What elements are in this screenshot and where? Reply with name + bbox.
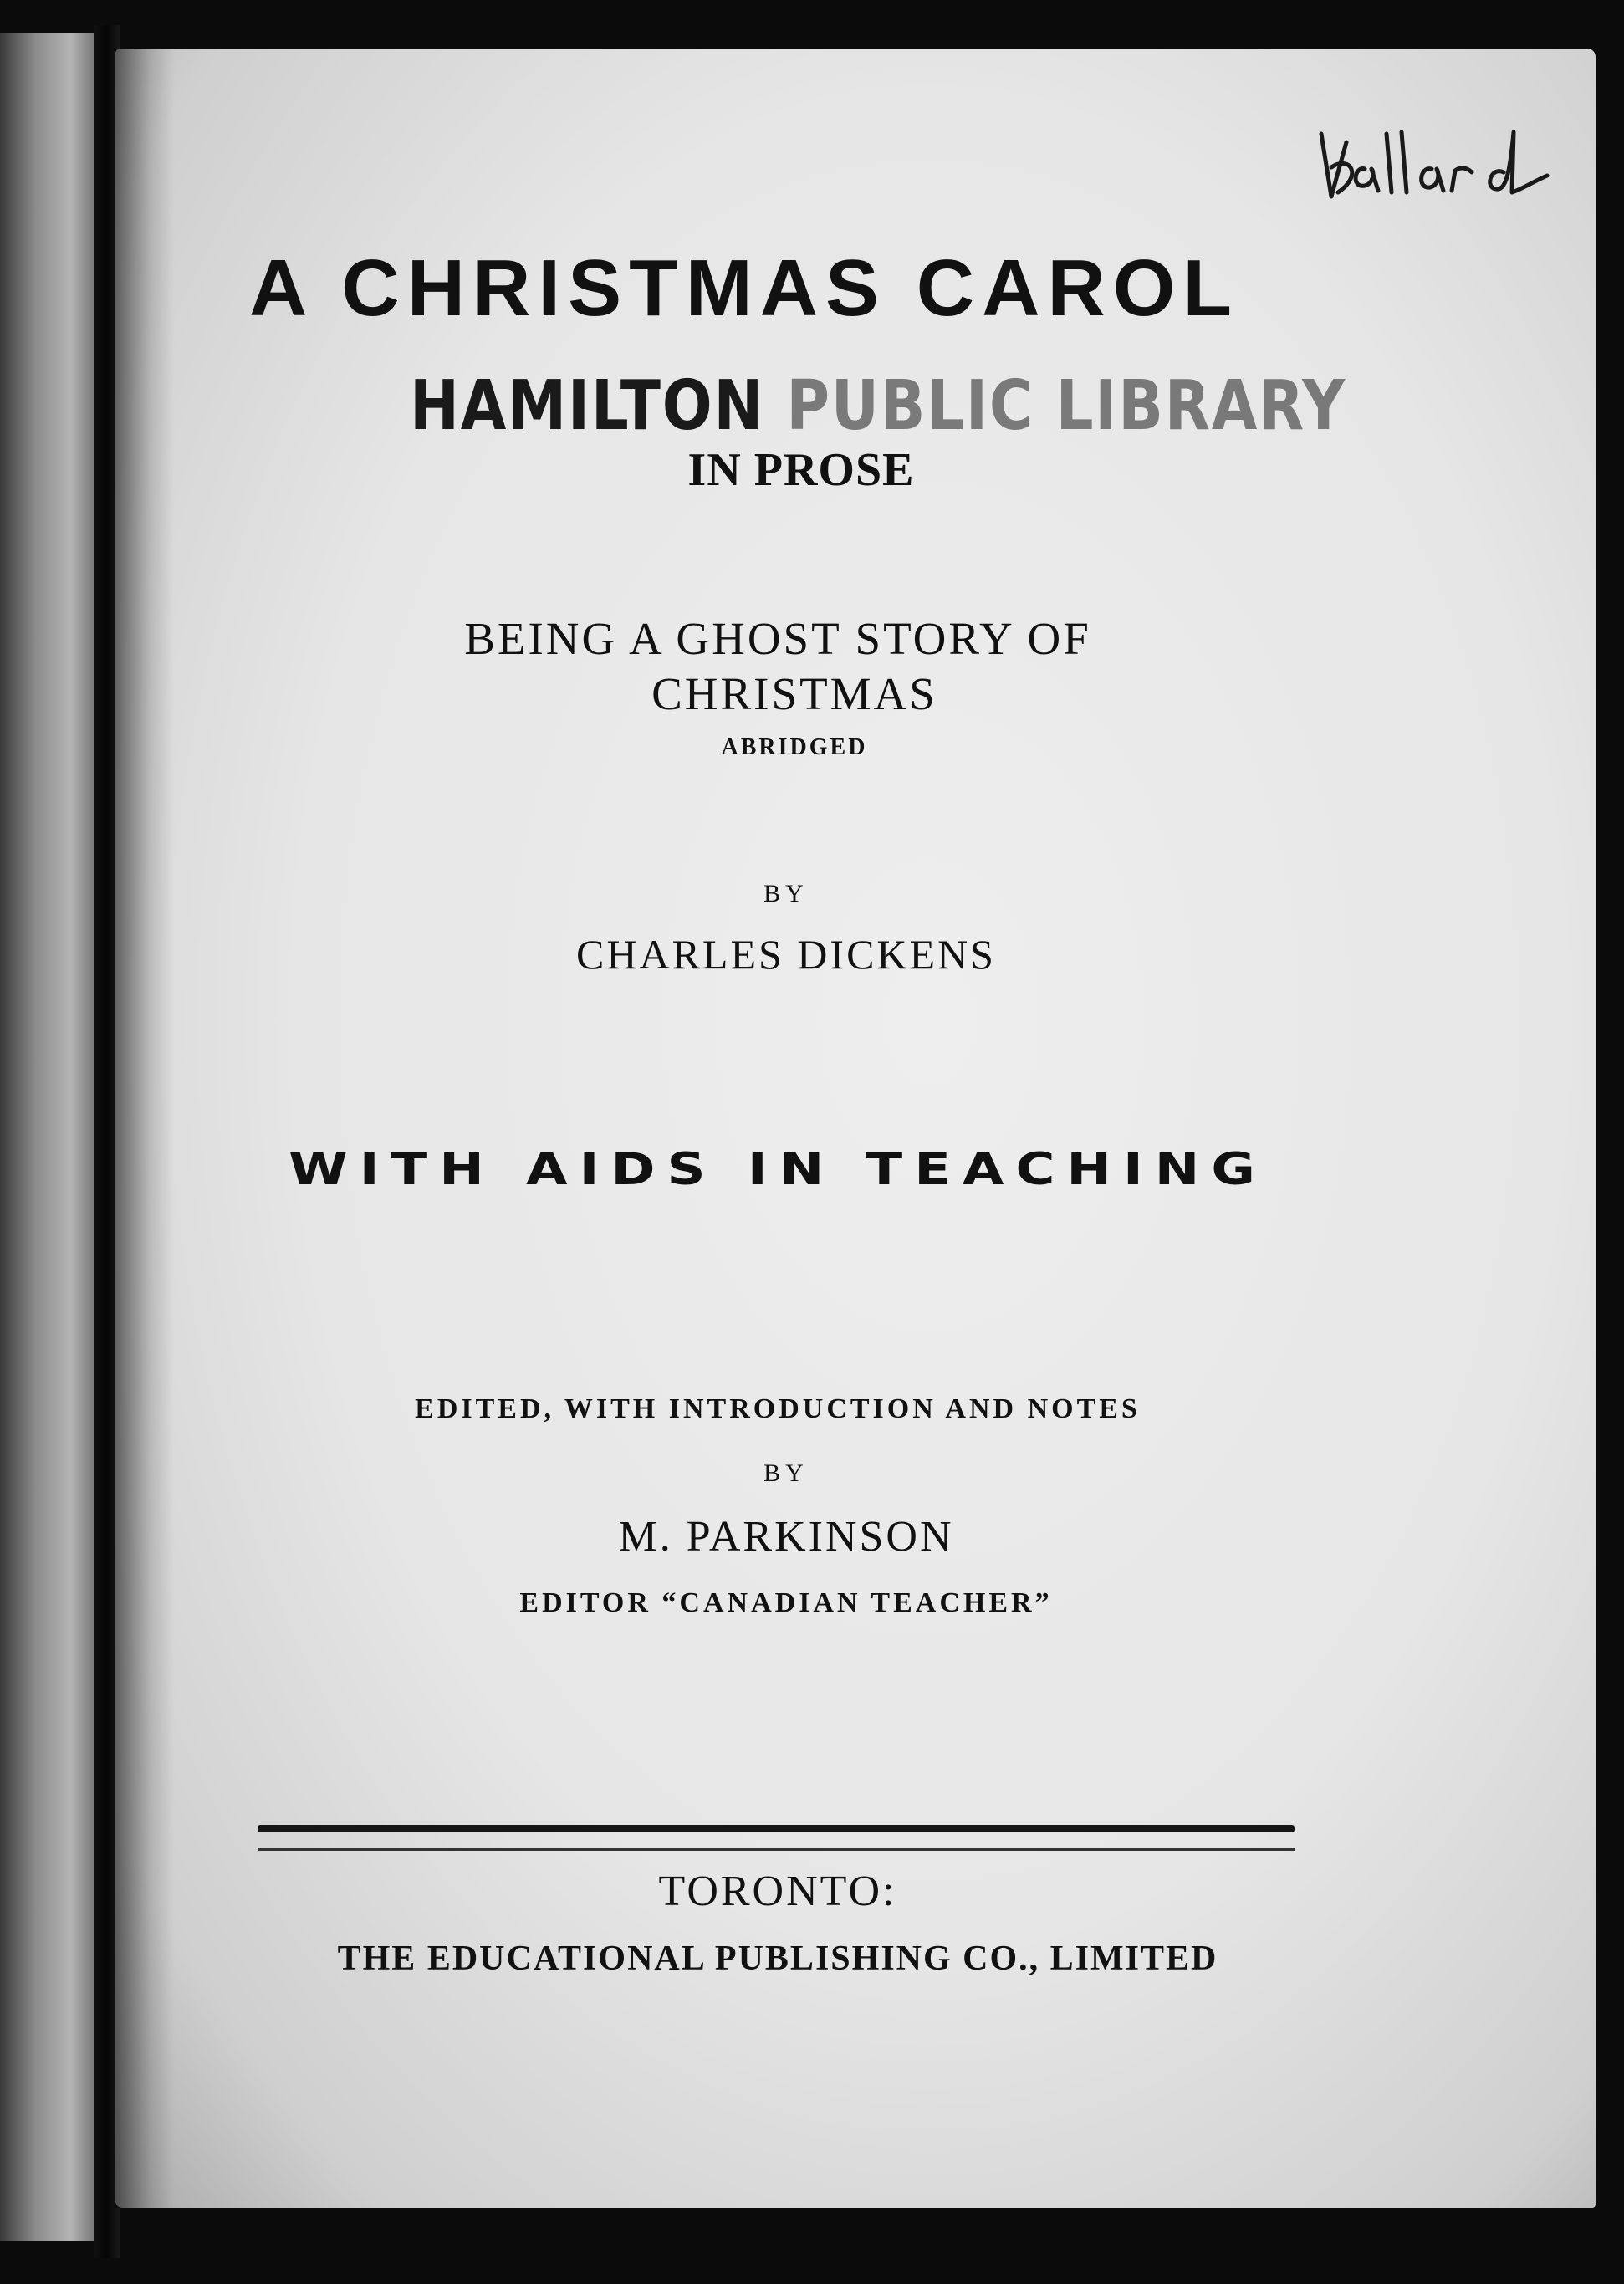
aids-in-teaching: WITH AIDS IN TEACHING bbox=[289, 1144, 1267, 1196]
edited-line: EDITED, WITH INTRODUCTION AND NOTES bbox=[415, 1393, 1141, 1424]
divider-rule-thin bbox=[258, 1848, 1295, 1851]
publisher-name: THE EDUCATIONAL PUBLISHING CO., LIMITED bbox=[337, 1939, 1218, 1978]
abridged-label: ABRIDGED bbox=[721, 734, 868, 760]
library-stamp-dark: HAMILTON bbox=[410, 366, 765, 446]
divider-rule-thick bbox=[258, 1825, 1295, 1832]
facing-page-edge bbox=[0, 33, 100, 2241]
description-line-1: BEING A GHOST STORY OF bbox=[464, 613, 1091, 664]
editor-name: M. PARKINSON bbox=[618, 1513, 954, 1561]
description-line-2: CHRISTMAS bbox=[651, 668, 937, 719]
library-stamp bbox=[410, 366, 1346, 446]
library-stamp-faded: PUBLIC LIBRARY bbox=[786, 366, 1346, 446]
by-author-label: BY bbox=[763, 880, 809, 907]
page-edge-shadow bbox=[115, 49, 174, 2208]
book-title: A CHRISTMAS CAROL bbox=[248, 243, 1240, 333]
publication-city: TORONTO: bbox=[658, 1868, 897, 1915]
editor-title: EDITOR “CANADIAN TEACHER” bbox=[519, 1587, 1053, 1618]
book-subtitle: IN PROSE bbox=[687, 444, 915, 496]
handwritten-signature bbox=[1313, 117, 1555, 209]
by-editor-label: BY bbox=[763, 1459, 809, 1487]
author-name: CHARLES DICKENS bbox=[576, 931, 996, 978]
